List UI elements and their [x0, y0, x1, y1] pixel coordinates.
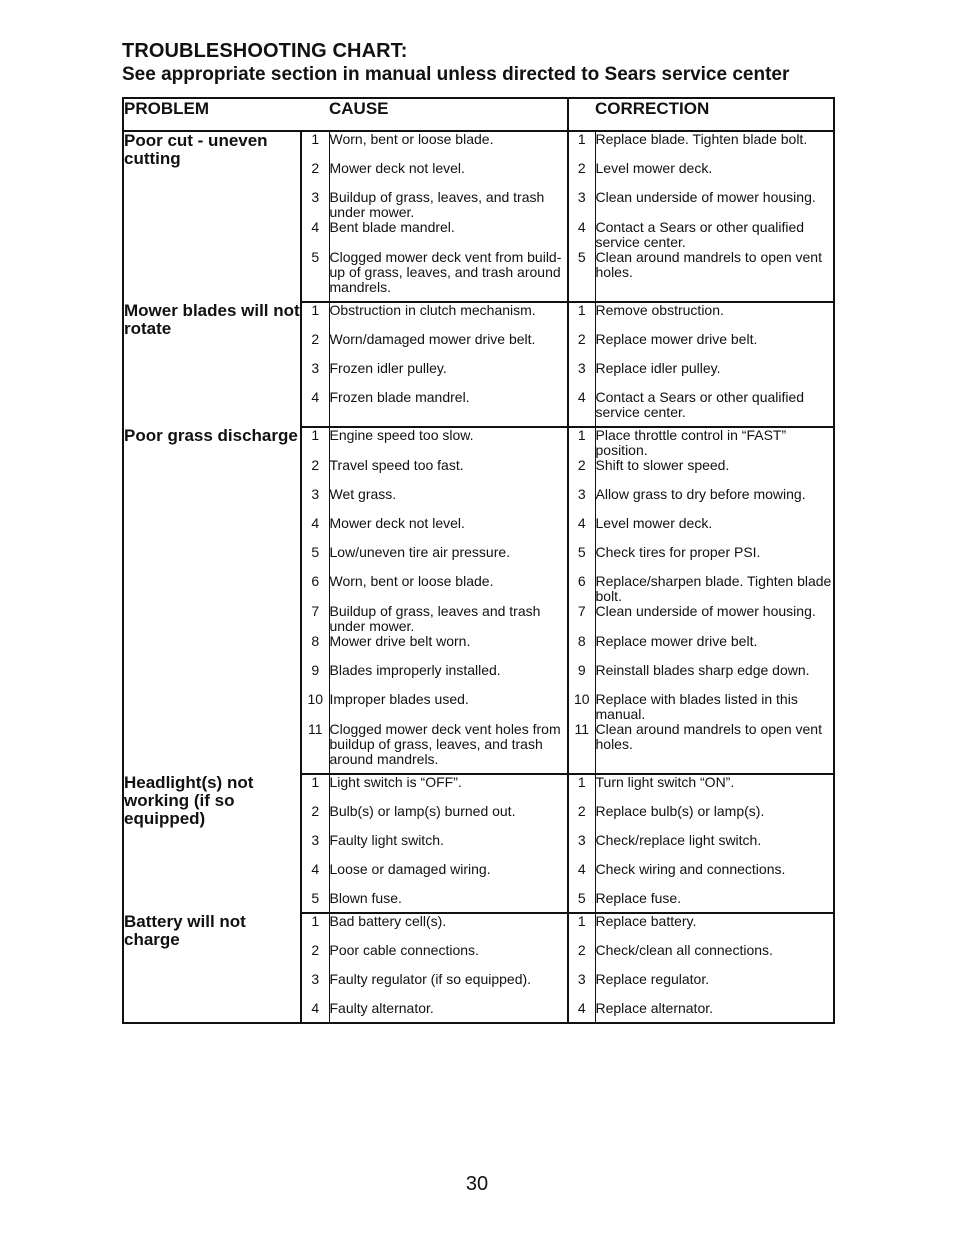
cause-number: 2	[301, 161, 329, 190]
cause-text: Mower drive belt worn.	[329, 633, 471, 649]
correction-text: Reinstall blades sharp edge down.	[595, 662, 810, 678]
correction-text: Replace regulator.	[595, 971, 710, 987]
correction-number: 1	[568, 302, 595, 332]
correction-text: Contact a Sears or other qualified service center.	[595, 390, 834, 427]
cause-text: Blown fuse.	[329, 891, 568, 913]
table-row	[123, 913, 834, 943]
correction-number: 1	[568, 131, 595, 161]
correction-number: 2	[568, 804, 595, 833]
cause-text: Frozen blade mandrel.	[329, 390, 568, 427]
cause-number: 4	[301, 220, 329, 250]
correction-text: Clean around mandrels to open vent holes.	[595, 250, 834, 302]
chart-title: TROUBLESHOOTING CHART:	[122, 40, 408, 62]
cause-text: Poor cable connections.	[329, 942, 479, 958]
cause-text: Engine speed too slow.	[329, 427, 474, 443]
correction-number: 2	[568, 943, 595, 972]
correction-number: 4	[568, 1001, 595, 1023]
header-cause: CAUSE	[329, 98, 568, 131]
cause-number: 9	[301, 663, 329, 692]
correction-text: Replace bulb(s) or lamp(s).	[595, 803, 765, 819]
problem-cell: Battery will not charge	[123, 913, 301, 1023]
cause-text: Obstruction in clutch mechanism.	[329, 302, 536, 318]
correction-text: Clean underside of mower housing.	[595, 603, 816, 619]
correction-number: 5	[568, 250, 595, 302]
cause-number: 3	[301, 833, 329, 862]
cause-number: 4	[301, 862, 329, 891]
correction-number: 5	[568, 891, 595, 913]
cause-text: Clogged mower deck vent holes from buildup of grass, leaves, and trash around mandrels.	[329, 722, 568, 774]
correction-text: Check/clean all connections.	[595, 942, 773, 958]
cause-number: 1	[301, 302, 329, 332]
table-row	[123, 302, 834, 332]
correction-text: Allow grass to dry before mowing.	[595, 486, 806, 502]
header-correction: CORRECTION	[595, 98, 834, 131]
cause-text: Worn, bent or loose blade.	[329, 573, 494, 589]
cause-text: Faulty alternator.	[329, 1001, 568, 1023]
correction-number: 3	[568, 833, 595, 862]
correction-number: 10	[568, 692, 595, 722]
cause-number: 4	[301, 1001, 329, 1023]
correction-text: Check wiring and connections.	[595, 861, 786, 877]
correction-number: 1	[568, 427, 595, 458]
cause-text: Blades improperly installed.	[329, 662, 501, 678]
chart-subtitle: See appropriate section in manual unless directed to Sears service center	[122, 64, 790, 85]
cause-text: Low/uneven tire air pressure.	[329, 544, 511, 560]
chart-heading	[122, 40, 842, 86]
cause-number: 7	[301, 604, 329, 634]
cause-number: 5	[301, 891, 329, 913]
cause-number: 3	[301, 190, 329, 220]
correction-text: Replace blade. Tighten blade bolt.	[595, 131, 808, 147]
problem-cell: Poor cut - uneven cutting	[123, 131, 301, 302]
cause-number: 3	[301, 361, 329, 390]
correction-number: 4	[568, 220, 595, 250]
cause-text: Improper blades used.	[329, 691, 469, 707]
correction-number: 2	[568, 161, 595, 190]
cause-text: Bad battery cell(s).	[329, 913, 447, 929]
correction-number: 11	[568, 722, 595, 774]
troubleshooting-table	[122, 97, 835, 1024]
correction-text: Contact a Sears or other qualified service center.	[595, 219, 805, 250]
problem-cell: Poor grass discharge	[123, 427, 301, 774]
cause-text: Clogged mower deck vent from build-up of grass, leaves, and trash around mandrels.	[329, 250, 568, 302]
cause-text: Loose or damaged wiring.	[329, 861, 491, 877]
correction-number: 3	[568, 190, 595, 220]
cause-number: 10	[301, 692, 329, 722]
cause-text: Mower deck not level.	[329, 160, 465, 176]
correction-number: 2	[568, 458, 595, 487]
cause-text: Faulty light switch.	[329, 832, 444, 848]
cause-text: Wet grass.	[329, 486, 397, 502]
correction-text: Check/replace light switch.	[595, 832, 762, 848]
cause-text: Buildup of grass, leaves and trash under mower.	[329, 603, 541, 634]
correction-text: Replace fuse.	[595, 891, 834, 913]
correction-text: Replace/sharpen blade. Tighten blade bolt.	[595, 573, 832, 604]
problem-cell: Mower blades will not rotate	[123, 302, 301, 427]
correction-text: Clean underside of mower housing.	[595, 189, 816, 205]
correction-number: 4	[568, 516, 595, 545]
correction-number: 3	[568, 487, 595, 516]
cause-text: Worn, bent or loose blade.	[329, 131, 494, 147]
correction-number: 9	[568, 663, 595, 692]
correction-text: Level mower deck.	[595, 160, 713, 176]
cause-text: Bent blade mandrel.	[329, 219, 455, 235]
cause-number: 4	[301, 390, 329, 427]
cause-number: 2	[301, 943, 329, 972]
correction-number: 1	[568, 913, 595, 943]
cause-number: 3	[301, 487, 329, 516]
correction-text: Clean around mandrels to open vent holes.	[595, 722, 834, 774]
correction-text: Replace mower drive belt.	[595, 331, 758, 347]
correction-number: 2	[568, 332, 595, 361]
cause-number: 1	[301, 131, 329, 161]
correction-text: Replace idler pulley.	[595, 360, 721, 376]
correction-text: Replace mower drive belt.	[595, 633, 758, 649]
cause-text: Mower deck not level.	[329, 515, 465, 531]
correction-number: 4	[568, 862, 595, 891]
cause-number: 11	[301, 722, 329, 774]
cause-number: 1	[301, 774, 329, 804]
cause-number: 1	[301, 913, 329, 943]
header-correction-number	[568, 98, 595, 131]
cause-number: 8	[301, 634, 329, 663]
cause-number: 2	[301, 332, 329, 361]
cause-number: 4	[301, 516, 329, 545]
cause-text: Light switch is “OFF”.	[329, 774, 462, 790]
cause-number: 1	[301, 427, 329, 458]
correction-text: Shift to slower speed.	[595, 457, 730, 473]
table-row	[123, 427, 834, 458]
correction-text: Replace with blades listed in this manual.	[595, 691, 798, 722]
cause-number: 5	[301, 545, 329, 574]
correction-text: Place throttle control in “FAST” position.	[595, 427, 787, 458]
cause-text: Faulty regulator (if so equipped).	[329, 971, 532, 987]
correction-number: 7	[568, 604, 595, 634]
page-number: 30	[465, 1173, 489, 1195]
correction-number: 8	[568, 634, 595, 663]
table-header-row	[123, 98, 834, 131]
header-cause-number	[301, 98, 329, 131]
table-body	[123, 131, 834, 1023]
correction-text: Replace alternator.	[595, 1001, 834, 1023]
table-row	[123, 131, 834, 161]
cause-number: 2	[301, 458, 329, 487]
table-row	[123, 774, 834, 804]
correction-number: 5	[568, 545, 595, 574]
correction-number: 1	[568, 774, 595, 804]
correction-number: 3	[568, 972, 595, 1001]
correction-text: Replace battery.	[595, 913, 697, 929]
cause-number: 2	[301, 804, 329, 833]
correction-text: Remove obstruction.	[595, 302, 724, 318]
cause-text: Buildup of grass, leaves, and trash under mower.	[329, 189, 545, 220]
correction-text: Turn light switch “ON”.	[595, 774, 735, 790]
cause-text: Travel speed too fast.	[329, 457, 464, 473]
cause-number: 5	[301, 250, 329, 302]
correction-number: 6	[568, 574, 595, 604]
cause-text: Bulb(s) or lamp(s) burned out.	[329, 803, 516, 819]
correction-number: 3	[568, 361, 595, 390]
correction-text: Check tires for proper PSI.	[595, 544, 761, 560]
cause-number: 3	[301, 972, 329, 1001]
cause-text: Frozen idler pulley.	[329, 360, 447, 376]
correction-text: Level mower deck.	[595, 515, 713, 531]
header-problem: PROBLEM	[123, 98, 301, 131]
cause-text: Worn/damaged mower drive belt.	[329, 331, 536, 347]
correction-number: 4	[568, 390, 595, 427]
cause-number: 6	[301, 574, 329, 604]
problem-cell: Headlight(s) not working (if so equipped)	[123, 774, 301, 913]
